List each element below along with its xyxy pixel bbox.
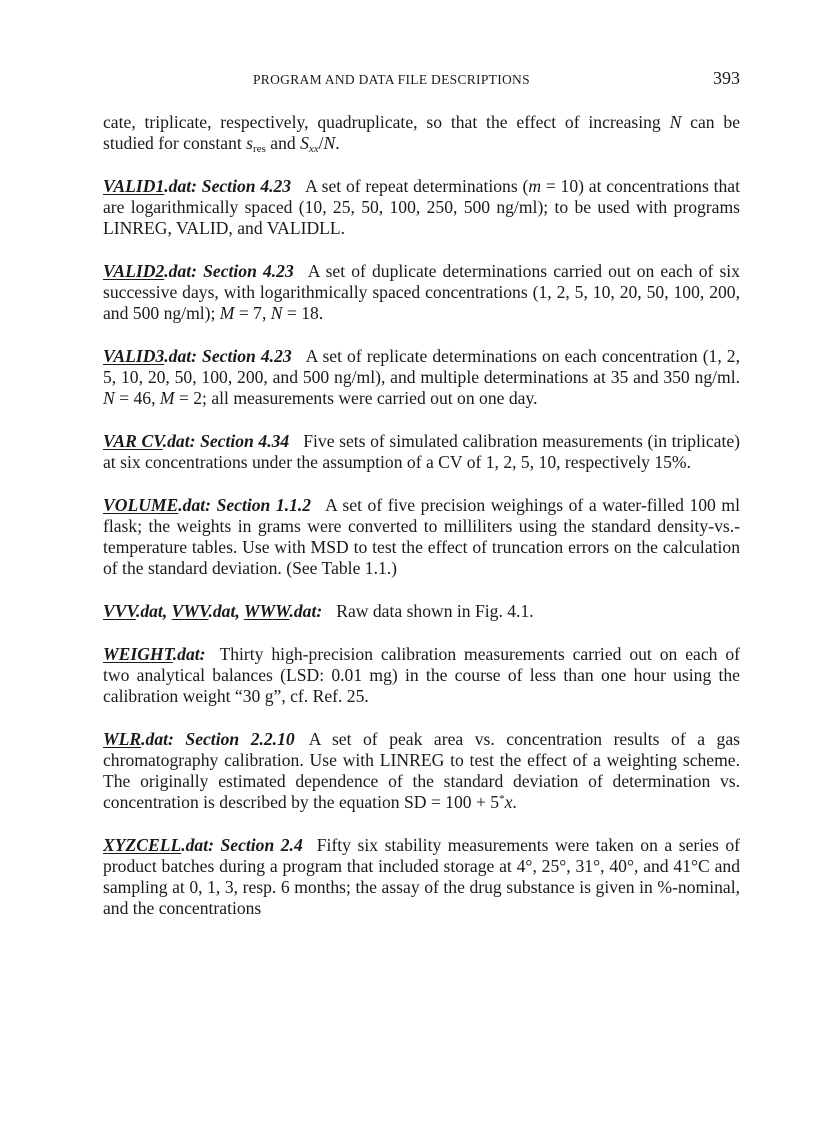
running-head: PROGRAM AND DATA FILE DESCRIPTIONS (253, 72, 530, 87)
entry-valid1: VALID1.dat: Section 4.23 A set of repeat determinations (m = 10) at concentrations that are logarithmically spaced (10, 25, 50, 100, 250, 500 ng/ml); to be used with programs LINREG, VALID, and VALIDLL. (103, 176, 740, 238)
entry-title: VVV.dat, VWV.dat, WWW.dat: (103, 601, 323, 621)
page-number: 393 (713, 68, 740, 88)
body-text (103, 112, 740, 941)
entry-title: XYZCELL.dat: Section 2.4 (103, 835, 303, 855)
entry-title: VAR CV.dat: Section 4.34 (103, 431, 290, 451)
entry-var-cv: VAR CV.dat: Section 4.34 Five sets of simulated calibration measurements (in triplicate) at six concentrations under the assumption of a CV of 1, 2, 5, 10, respectively 15%. (103, 431, 741, 472)
entry-title: VALID3.dat: Section 4.23 (103, 346, 292, 366)
entry-title: VALID2.dat: Section 4.23 (103, 261, 294, 281)
continuation-paragraph: cate, triplicate, respectively, quadruplicate, so that the effect of increasing N can be studied for constant $s_{res}$ and $S_{xx}/N$. (103, 112, 740, 155)
entry-title: WEIGHT.dat: (103, 644, 206, 664)
entry-wlr: WLR.dat: Section 2.2.10 A set of peak area vs. concentration results of a gas chromatography calibration. Use with LINREG to test the effect of a weighting scheme. The originally estimated dependence of the standard deviation of determination vs. concentration is described by the equation SD = 100 + 5*x. (103, 729, 741, 812)
entry-vvv: VVV.dat, VWV.dat, WWW.dat: Raw data shown in Fig. 4.1. (103, 601, 534, 621)
entry-valid3: VALID3.dat: Section 4.23 A set of replicate determinations on each concentration (1, 2, 5, 10, 20, 50, 100, 200, and 500 ng/ml), and multiple determinations at 35 and 350 ng/ml. N = 46, M = 2; all measurements were carried out on one day. (103, 346, 740, 408)
entry-weight: WEIGHT.dat: Thirty high-precision calibration measurements carried out on each of two analytical balances (LSD: 0.01 mg) in the course of less than one hour using the calibration weight “30 g”, cf. Ref. 25. (103, 644, 740, 706)
entry-volume: VOLUME.dat: Section 1.1.2 A set of five precision weighings of a water-filled 100 ml flask; the weights in grams were converted to milliliters using the standard density-vs.-temperature tables. Use with MSD to test the effect of truncation errors on the calculation of the standard deviation. (See Table 1.1.) (103, 495, 740, 578)
entry-title: WLR.dat: Section 2.2.10 (103, 729, 295, 749)
page-header (103, 68, 740, 94)
entry-title: VALID1.dat: Section 4.23 (103, 176, 292, 196)
entry-title: VOLUME.dat: Section 1.1.2 (103, 495, 312, 515)
entry-valid2: VALID2.dat: Section 4.23 A set of duplicate determinations carried out on each of six successive days, with logarithmically spaced concentrations (1, 2, 5, 10, 20, 50, 100, 200, and 500 ng/ml); M = 7, N = 18. (103, 261, 740, 323)
entry-xyzcell: XYZCELL.dat: Section 2.4 Fifty six stability measurements were taken on a series of product batches during a program that included storage at 4°, 25°, 31°, 40°, and 41°C and sampling at 0, 1, 3, resp. 6 months; the assay of the drug substance is given in %-nominal, and the concentrations (103, 835, 740, 918)
